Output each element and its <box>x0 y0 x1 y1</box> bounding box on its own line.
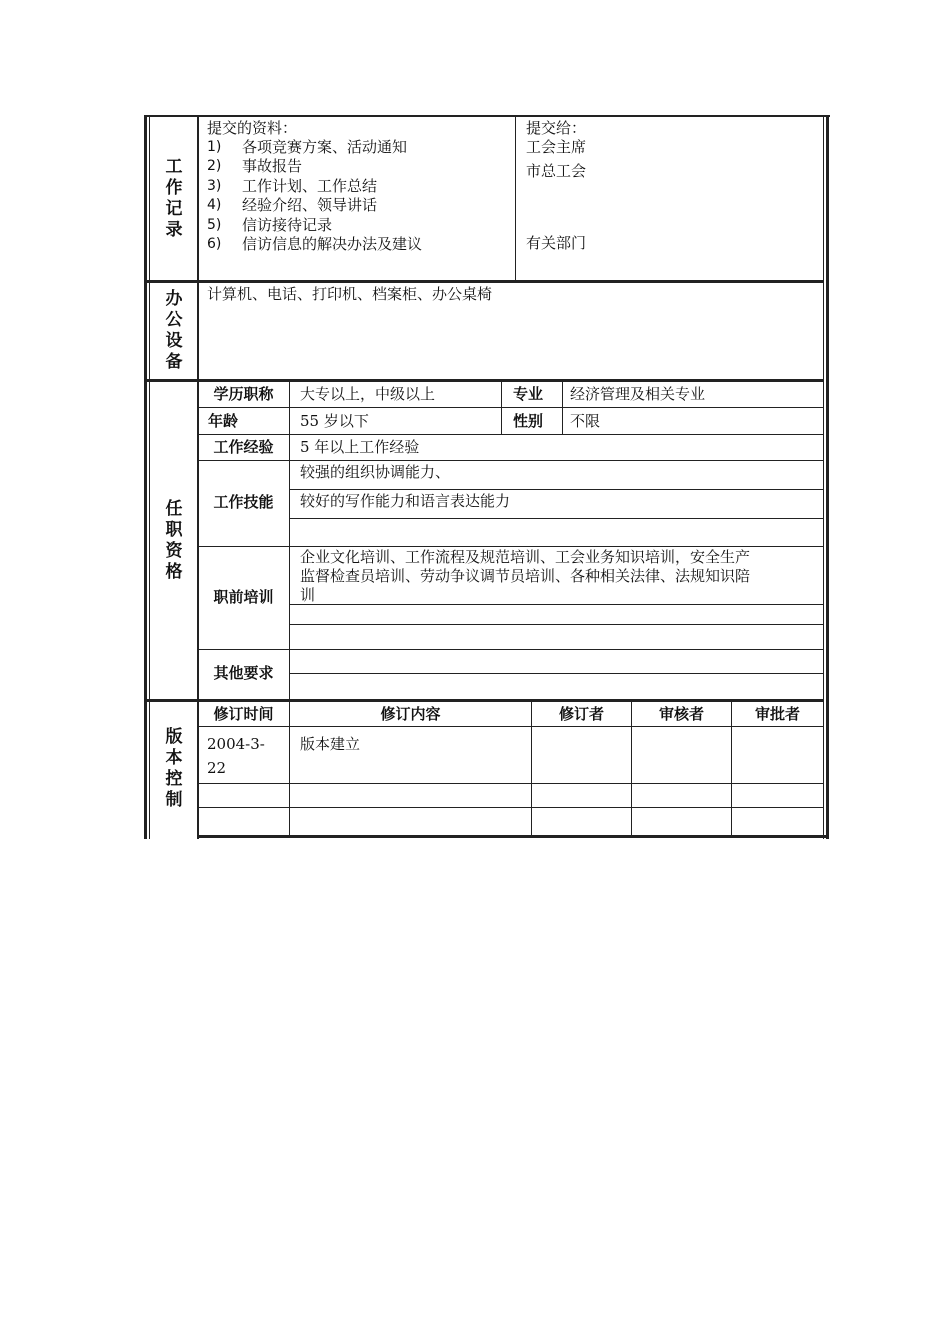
training-line-1: 企业文化培训、工作流程及规范培训、工会业务知识培训，安全生产 <box>300 548 751 566</box>
separator-qualifications <box>144 699 824 702</box>
version-header-reviewer: 审核者 <box>658 705 704 723</box>
version-content: 版本建立 <box>300 735 361 753</box>
separator-work-record <box>144 280 824 283</box>
section-label-office-equipment: 办公设备 <box>161 289 182 373</box>
recipient-1: 工会主席 <box>526 138 587 156</box>
qual-row-line-2 <box>198 434 824 435</box>
skills-row-line-1 <box>290 489 824 490</box>
item-num-2: 2) <box>207 158 222 174</box>
section-label-work-record: 工作记录 <box>161 156 182 241</box>
training-line-3: 训 <box>300 586 316 604</box>
other-row-line-1 <box>290 673 824 674</box>
training-row-line-2 <box>290 624 824 625</box>
frame-bottom <box>198 835 829 838</box>
version-date-line-1: 2004-3- <box>207 735 265 753</box>
qual-col-line-1 <box>289 382 290 699</box>
other-requirements-label: 其他要求 <box>213 664 274 682</box>
frame-right <box>826 115 829 839</box>
version-date-line-2: 22 <box>207 759 227 777</box>
item-text-4: 经验介绍、领导讲话 <box>242 196 378 214</box>
separator-equipment <box>144 379 824 382</box>
gender-label: 性别 <box>513 412 544 430</box>
submit-title: 提交的资料： <box>207 119 298 137</box>
section-label-version-control: 版本控制 <box>161 726 182 811</box>
item-text-6: 信访信息的解决办法及建议 <box>242 235 423 253</box>
frame-top <box>144 115 830 117</box>
age-label: 年龄 <box>208 412 239 430</box>
education-label: 学历职称 <box>213 385 274 403</box>
item-text-1: 各项竞赛方案、活动通知 <box>242 138 408 156</box>
skill-2: 较好的写作能力和语言表达能力 <box>300 492 511 510</box>
item-num-3: 3) <box>207 178 222 194</box>
recipient-2: 市总工会 <box>526 162 587 180</box>
training-label: 职前培训 <box>213 588 274 606</box>
item-num-5: 5) <box>207 217 222 233</box>
qual-col-line-3 <box>562 382 563 435</box>
item-num-4: 4) <box>207 197 222 213</box>
training-row-line-1 <box>290 604 824 605</box>
item-text-3: 工作计划、工作总结 <box>242 177 378 195</box>
item-text-5: 信访接待记录 <box>242 216 333 234</box>
education-value: 大专以上，中级以上 <box>300 385 436 403</box>
version-header-content: 修订内容 <box>380 705 441 723</box>
skills-label: 工作技能 <box>213 493 274 511</box>
item-text-2: 事故报告 <box>242 157 303 175</box>
item-num-1: 1) <box>207 139 222 155</box>
skill-1: 较强的组织协调能力、 <box>300 463 451 481</box>
major-value: 经济管理及相关专业 <box>570 385 706 403</box>
experience-value: 5 年以上工作经验 <box>300 438 420 456</box>
training-line-2: 监督检查员培训、劳动争议调节员培训、各种相关法律、法规知识陪 <box>300 567 751 585</box>
qual-col-line-2 <box>501 382 502 435</box>
gender-value: 不限 <box>570 412 601 430</box>
frame-right-inner <box>823 115 824 839</box>
submit-to-title: 提交给： <box>526 119 587 137</box>
experience-label: 工作经验 <box>213 438 274 456</box>
version-header-date: 修订时间 <box>213 705 274 723</box>
recipient-3: 有关部门 <box>526 234 587 252</box>
qual-row-line-4 <box>198 546 824 547</box>
qual-row-line-5 <box>198 649 824 650</box>
section-label-qualifications: 任职资格 <box>161 498 182 583</box>
version-header-approver: 审批者 <box>754 705 800 723</box>
version-header-reviser: 修订者 <box>558 705 604 723</box>
age-value: 55 岁以下 <box>300 412 369 430</box>
qual-row-line-3 <box>198 460 824 461</box>
skills-row-line-2 <box>290 518 824 519</box>
work-record-divider <box>515 117 516 280</box>
job-description-table <box>144 115 830 839</box>
major-label: 专业 <box>513 385 544 403</box>
office-equipment-value: 计算机、电话、打印机、档案柜、办公桌椅 <box>207 285 493 303</box>
item-num-6: 6) <box>207 236 222 252</box>
qual-row-line-1 <box>198 407 824 408</box>
